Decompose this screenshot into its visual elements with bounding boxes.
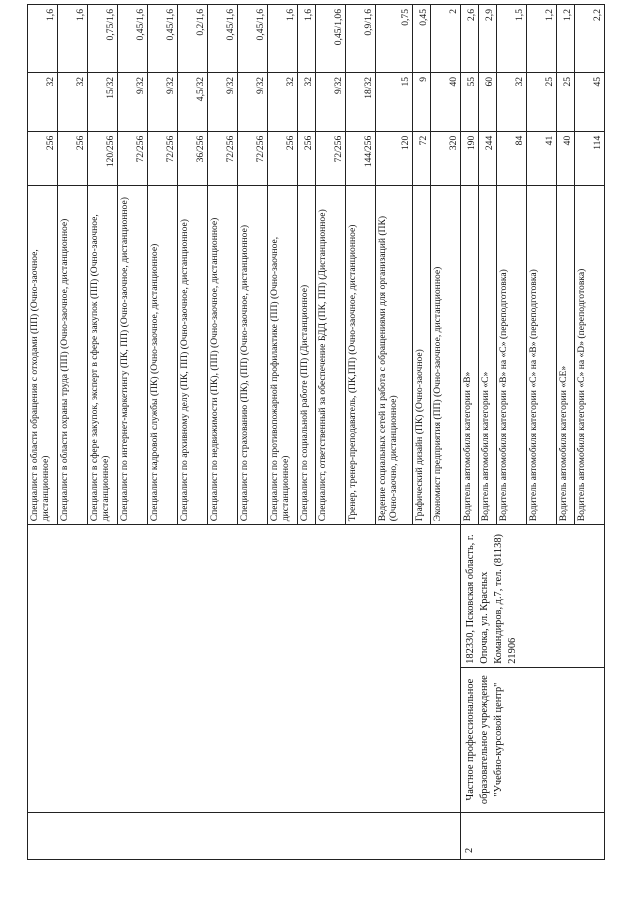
course-hours: 114 bbox=[575, 131, 605, 185]
course-days: 25 bbox=[527, 72, 557, 131]
course-days: 9/32 bbox=[238, 72, 268, 131]
course-hours: 40 bbox=[557, 131, 575, 185]
course-hours: 120 bbox=[376, 131, 413, 185]
course-name: Водитель автомобиля категории «В» bbox=[461, 186, 479, 525]
course-name: Водитель автомобиля категории «В» на «С» (переподготовка) bbox=[497, 186, 527, 525]
course-hours: 72/256 bbox=[148, 131, 178, 185]
course-cost: 0,45/1,6 bbox=[118, 5, 148, 73]
course-name: Ведение социальных сетей и работа с обращениями для организаций (ПК) (Очно-заочно, дистанционное) bbox=[376, 186, 413, 525]
course-days: 40 bbox=[431, 72, 461, 131]
course-name: Экономист предприятия (ПП) (Очно-заочное, дистанционное) bbox=[431, 186, 461, 525]
course-name: Графический дизайн (ПК) (Очно-заочное) bbox=[413, 186, 431, 525]
course-name: Специалист кадровой службы (ПК) (Очно-заочное, дистанционное) bbox=[148, 186, 178, 525]
course-cost: 1,5 bbox=[497, 5, 527, 73]
course-days: 32 bbox=[58, 72, 88, 131]
course-hours: 72/256 bbox=[118, 131, 148, 185]
course-hours: 72/256 bbox=[316, 131, 346, 185]
course-days: 9 bbox=[413, 72, 431, 131]
organization-name: Частное профессиональное образовательное учреждение "Учебно-курсовой центр" bbox=[461, 667, 605, 812]
course-hours: 72/256 bbox=[238, 131, 268, 185]
course-days: 32 bbox=[28, 72, 58, 131]
course-name: Водитель автомобиля категории «СЕ» bbox=[557, 186, 575, 525]
courses-table-body bbox=[28, 5, 605, 860]
course-cost: 2 bbox=[431, 5, 461, 73]
course-name: Специалист по противопожарной профилактике (ПП) (Очно-заочное, дистанционное) bbox=[268, 186, 298, 525]
course-cost: 1,6 bbox=[298, 5, 316, 73]
course-name: Тренер, тренер-преподаватель, (ПК,ПП) (Очно-заочное, дистанционное) bbox=[346, 186, 376, 525]
row-number: 2 bbox=[461, 812, 605, 859]
course-cost: 0,9/1,6 bbox=[346, 5, 376, 73]
empty-organization-cell bbox=[28, 525, 461, 812]
course-cost: 0,45/1,6 bbox=[148, 5, 178, 73]
course-days: 45 bbox=[575, 72, 605, 131]
course-days: 25 bbox=[557, 72, 575, 131]
course-days: 60 bbox=[479, 72, 497, 131]
course-hours: 41 bbox=[527, 131, 557, 185]
course-name: Специалист по архивному делу (ПК, ПП) (Очно-заочное, дистанционное) bbox=[178, 186, 208, 525]
courses-table bbox=[27, 4, 605, 860]
course-hours: 256 bbox=[298, 131, 316, 185]
course-cost: 2,6 bbox=[461, 5, 479, 73]
course-days: 9/32 bbox=[208, 72, 238, 131]
course-days: 18/32 bbox=[346, 72, 376, 131]
course-days: 55 bbox=[461, 72, 479, 131]
course-hours: 320 bbox=[431, 131, 461, 185]
course-name: Специалист по интернет-маркетингу (ПК, ПП) (Очно-заочное, дистанционное) bbox=[118, 186, 148, 525]
course-days: 9/32 bbox=[316, 72, 346, 131]
course-cost: 0,75 bbox=[376, 5, 413, 73]
course-days: 32 bbox=[497, 72, 527, 131]
course-name: Специалист в области охраны труда (ПП) (Очно-заочное, дистанционное) bbox=[58, 186, 88, 525]
course-cost: 0,2/1,6 bbox=[178, 5, 208, 73]
course-days: 4,5/32 bbox=[178, 72, 208, 131]
table-row bbox=[28, 5, 58, 860]
course-cost: 1,6 bbox=[58, 5, 88, 73]
course-days: 32 bbox=[268, 72, 298, 131]
course-days: 9/32 bbox=[118, 72, 148, 131]
course-cost: 0,75/1,6 bbox=[88, 5, 118, 73]
course-days: 32 bbox=[298, 72, 316, 131]
course-name: Специалист, ответственный за обеспечение БДД (ПК, ПП) (Дистанционное) bbox=[316, 186, 346, 525]
course-cost: 2,2 bbox=[575, 5, 605, 73]
empty-index-cell bbox=[28, 812, 461, 859]
course-hours: 256 bbox=[58, 131, 88, 185]
organization-address: 182330, Псковская область, г. Опочка, ул. Красных Командиров, д.7, тел. (81138) 21906 bbox=[461, 525, 605, 668]
course-name: Водитель автомобиля категории «С» на «D» (переподготовка) bbox=[575, 186, 605, 525]
course-name: Специалист по социальной работе (ПП) (Дистанционное) bbox=[298, 186, 316, 525]
table-row bbox=[461, 5, 479, 860]
course-cost: 2,9 bbox=[479, 5, 497, 73]
course-hours: 84 bbox=[497, 131, 527, 185]
course-hours: 36/256 bbox=[178, 131, 208, 185]
course-cost: 0,45 bbox=[413, 5, 431, 73]
course-days: 15 bbox=[376, 72, 413, 131]
course-cost: 1,2 bbox=[557, 5, 575, 73]
course-cost: 0,45/1,6 bbox=[238, 5, 268, 73]
course-days: 15/32 bbox=[88, 72, 118, 131]
course-hours: 244 bbox=[479, 131, 497, 185]
course-hours: 190 bbox=[461, 131, 479, 185]
course-hours: 256 bbox=[268, 131, 298, 185]
course-cost: 1,6 bbox=[28, 5, 58, 73]
course-cost: 1,6 bbox=[268, 5, 298, 73]
course-name: Специалист по недвижимости (ПК), (ПП) (Очно-заочное, дистанционное) bbox=[208, 186, 238, 525]
course-cost: 0,45/1,06 bbox=[316, 5, 346, 73]
course-hours: 256 bbox=[28, 131, 58, 185]
course-name: Специалист по страхованию (ПК), (ПП) (Очно-заочное, дистанционное) bbox=[238, 186, 268, 525]
course-hours: 72 bbox=[413, 131, 431, 185]
course-name: Водитель автомобиля категории «С» на «В» (переподготовка) bbox=[527, 186, 557, 525]
course-cost: 0,45/1,6 bbox=[208, 5, 238, 73]
course-name: Водитель автомобиля категории «С» bbox=[479, 186, 497, 525]
course-hours: 144/256 bbox=[346, 131, 376, 185]
course-days: 9/32 bbox=[148, 72, 178, 131]
course-name: Специалист в сфере закупок, эксперт в сфере закупок (ПП) (Очно-заочное, дистанционное) bbox=[88, 186, 118, 525]
course-cost: 1,2 bbox=[527, 5, 557, 73]
course-name: Специалист в области обращения с отходами (ПП) (Очно-заочное, дистанционное) bbox=[28, 186, 58, 525]
course-hours: 120/256 bbox=[88, 131, 118, 185]
course-hours: 72/256 bbox=[208, 131, 238, 185]
